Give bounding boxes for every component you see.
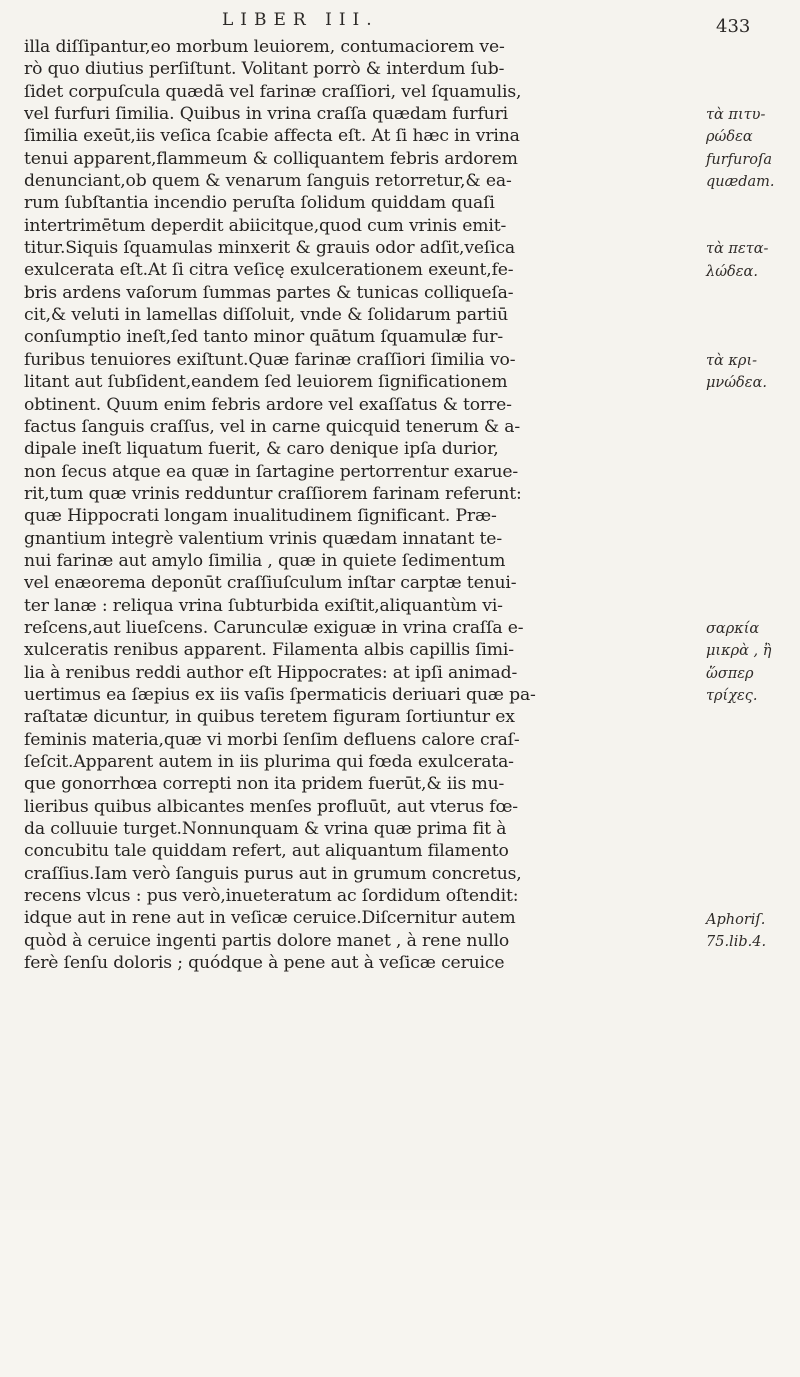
margin-note: quædam.	[706, 174, 775, 191]
text-line: titur.Siquis ſquamulas minxerit & grauis odor adſit,veſica	[24, 238, 516, 259]
text-line: que gonorrhœa correpti non ita pridem fuerūt,& iis mu-	[24, 774, 505, 795]
blank-page-area	[0, 1210, 800, 1377]
margin-note: μικρὰ , ἢ	[706, 643, 772, 660]
text-line: da colluuie turget.Nonnunquam & vrina quæ prima fit à	[24, 819, 507, 840]
text-line: obtinent. Quum enim febris ardore vel exaſſatus & torre-	[24, 394, 512, 415]
text-line: intertrimētum deperdit abiicitque,quod cum vrinis emit-	[24, 215, 507, 236]
text-line: conſumptio ineſt,ſed tanto minor quātum ſquamulæ fur-	[24, 327, 504, 348]
text-line: illa diſſipantur,eo morbum leuiorem, contumaciorem ve-	[24, 37, 505, 57]
margin-note: 75.lib.4.	[706, 934, 767, 950]
margin-note: τὰ πιτυ-	[706, 107, 766, 124]
margin-note: μνώδεα.	[706, 375, 767, 392]
text-line: litant aut ſubſident,eandem ſed leuiorem ſignificationem	[24, 372, 508, 393]
text-line: ſidet corpuſcula quædā vel farinæ craſſiori, vel ſquamulis,	[24, 81, 522, 102]
text-line: vel furfuri ſimilia. Quibus in vrina craſſa quædam furfuri	[24, 104, 509, 125]
text-line: rum ſubſtantia incendio peruſta ſolidum quiddam quaſi	[24, 193, 495, 214]
text-line: uertimus ea ſæpius ex iis vaſis ſpermaticis deriuari quæ pa-	[24, 684, 536, 705]
text-line: reſcens,aut liueſcens. Carunculæ exiguæ in vrina craſſa e-	[24, 617, 524, 638]
text-line: exulcerata eſt.At ſi citra veſicę exulcerationem exeunt,fe-	[24, 260, 514, 281]
text-line: quæ Hippocrati longam inualitudinem ſignificant. Præ-	[24, 506, 497, 527]
text-line: vel enæorema deponūt craſſiuſculum inſtar carptæ tenui-	[24, 573, 517, 594]
text-line: non ſecus atque ea quæ in ſartagine pertorrentur exarue-	[24, 461, 519, 482]
margin-note: Aphoriſ.	[706, 911, 766, 928]
text-line: ſeſcit.Apparent autem in iis plurima qui fœda exulcerata-	[24, 752, 514, 772]
text-line: xulceratis renibus apparent. Filamenta albis capillis ſimi-	[24, 640, 514, 661]
text-line: ſimilia exeūt,iis veſica ſcabie affecta eſt. At ſi hæc in vrina	[24, 126, 520, 147]
text-line: tenui apparent,flammeum & colliquantem febris ardorem	[24, 148, 518, 169]
text-line: raſtatæ dicuntur, in quibus teretem figuram ſortiuntur ex	[24, 707, 515, 728]
text-line: recens vlcus : pus verò,inueteratum ac ſordidum oſtendit:	[24, 886, 519, 907]
text-line: ferè ſenſu doloris ; quódque à pene aut à veſicæ ceruice	[24, 953, 505, 974]
running-head: LIBER III.	[222, 10, 379, 30]
text-line: denunciant,ob quem & venarum ſanguis retorretur,& ea-	[24, 171, 512, 192]
margin-note: ρώδεα	[706, 129, 753, 146]
text-line: cit,& veluti in lamellas diſſoluit, vnde & ſolidarum partiū	[24, 305, 509, 326]
text-line: idque aut in rene aut in veſicæ ceruice.Diſcernitur autem	[24, 908, 516, 929]
text-line: lieribus quibus albicantes menſes profluūt, aut vterus fœ-	[24, 796, 518, 817]
margin-note: ὥσπερ	[706, 665, 754, 682]
text-line: furibus tenuiores exiſtunt.Quæ farinæ craſſiori ſimilia vo-	[24, 349, 516, 370]
text-line: nui farinæ aut amylo ſimilia , quæ in quiete ſedimentum	[24, 550, 506, 571]
text-line: bris ardens vaſorum ſummas partes & tunicas colliqueſa-	[24, 282, 514, 303]
margin-note: τρίχες.	[706, 688, 758, 705]
page-number: 433	[716, 16, 751, 37]
margin-note: λώδεα.	[706, 263, 758, 280]
text-line: rit,tum quæ vrinis redduntur craſſiorem farinam referunt:	[24, 483, 522, 504]
text-line: feminis materia,quæ vi morbi ſenſim defluens calore craſ-	[24, 729, 520, 750]
text-line: lia à renibus reddi author eſt Hippocrates: at ipſi animad-	[24, 662, 518, 683]
text-line: ter lanæ : reliqua vrina ſubturbida exiſtit,aliquantùm vi-	[24, 595, 503, 616]
text-line: dipale ineſt liquatum fuerit, & caro denique ipſa durior,	[24, 439, 499, 460]
text-line: rò quo diutius perſiſtunt. Volitant porrò & interdum ſub-	[24, 59, 505, 80]
margin-note: τὰ κρι-	[706, 352, 758, 369]
text-line: factus ſanguis craſſus, vel in carne quicquid tenerum & a-	[24, 416, 521, 437]
margin-note: σαρκία	[706, 621, 760, 638]
margin-note: furfuroſa	[706, 151, 773, 168]
text-line: craſſius.Iam verò ſanguis purus aut in grumum concretus,	[24, 863, 522, 884]
text-line: quòd à ceruice ingenti partis dolore manet , à rene nullo	[24, 930, 510, 951]
margin-note: τὰ πετα-	[706, 241, 769, 258]
text-line: concubitu tale quiddam refert, aut aliquantum filamento	[24, 841, 509, 862]
main-text-column	[24, 36, 704, 974]
text-line: gnantium integrè valentium vrinis quædam innatant te-	[24, 528, 502, 549]
